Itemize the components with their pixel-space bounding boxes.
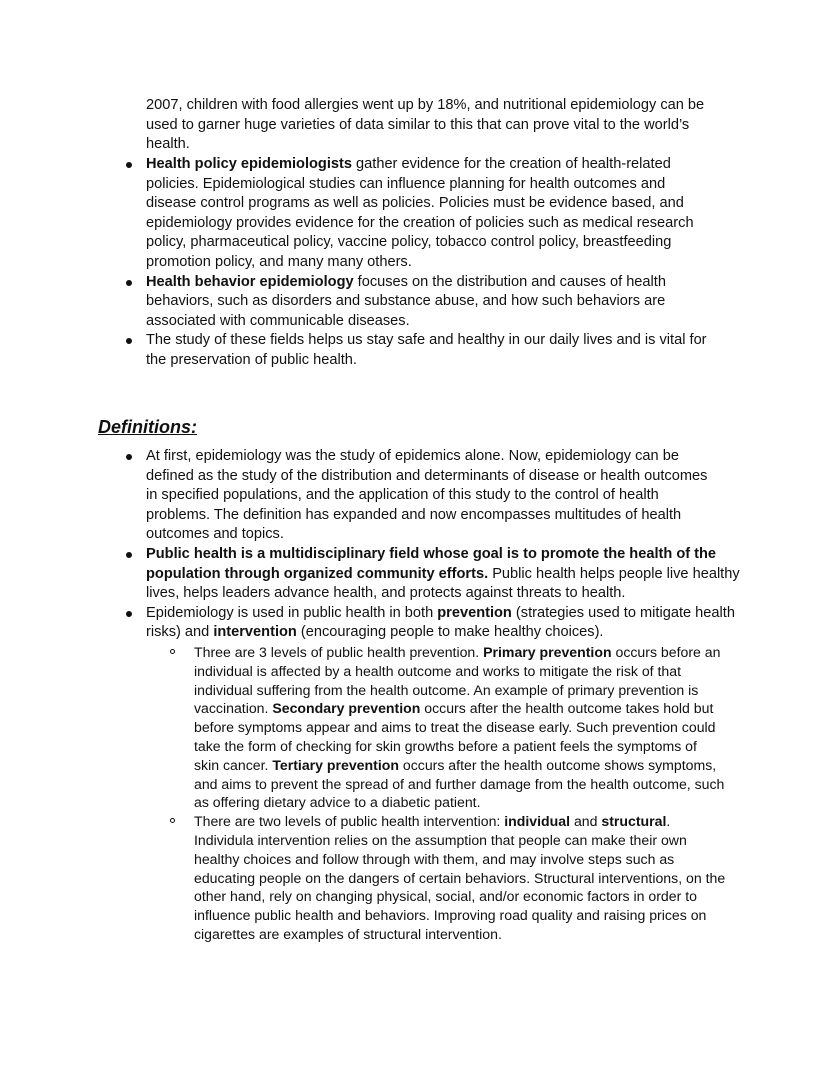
text-line: the preservation of public health.: [146, 351, 357, 368]
text-span: and: [570, 813, 602, 830]
bold-text: Public health is a multidisciplinary field whose goal is to promote the health of the: [146, 545, 717, 562]
text-line: disease control programs as well as policies. Policies must be evidence based, and: [146, 195, 684, 212]
text-span: occurs after the health outcome takes hold but: [420, 700, 714, 717]
text-line: in specified populations, and the application of this study to the control of health: [146, 487, 659, 504]
bold-term: Primary prevention: [483, 643, 612, 660]
text-span: occurs after the health outcome shows symptoms,: [398, 756, 717, 773]
text-span: gather evidence for the creation of health-related: [351, 156, 671, 172]
text-line: policy, pharmaceutical policy, vaccine policy, tobacco control policy, breastfeeding: [146, 234, 672, 251]
text-span: Epidemiology is used in public health in both: [146, 604, 438, 621]
text-line: 2007, children with food allergies went up by 18%, and nutritional epidemiology can be: [146, 97, 705, 113]
list-item-public-health: [116, 545, 816, 604]
text-line: and aims to prevent the spread of and further damage from the health outcome, such: [194, 775, 725, 792]
text-line: other hand, rely on changing physical, social, and/or economic factors in order to: [194, 888, 697, 905]
text-line: take the form of checking for skin growths before a patient feels the symptoms of: [194, 737, 697, 754]
list-item-prevention-intervention: [116, 604, 816, 944]
list-item-intervention-levels: [146, 812, 816, 944]
text-line: problems. The definition has expanded and now encompasses multitudes of health: [146, 506, 682, 523]
text-span: Public health helps people live healthy: [488, 565, 740, 582]
text-span: Three are 3 levels of public health prevention.: [194, 643, 484, 660]
text-line: epidemiology provides evidence for the creation of policies such as medical research: [146, 214, 694, 231]
text-line: outcomes and topics.: [146, 526, 284, 543]
text-span: There are two levels of public health intervention:: [194, 813, 505, 830]
fields-bullet-list: [116, 155, 816, 371]
text-line: individual is affected by a health outcome and works to mitigate the risk of that: [194, 662, 682, 679]
nested-bullet-list: [146, 643, 816, 944]
text-line: policies. Epidemiological studies can influence planning for health outcomes and: [146, 175, 666, 192]
text-line: behaviors, such as disorders and substance abuse, and how such behaviors are: [146, 293, 666, 310]
text-line: individual suffering from the health outcome. An example of primary prevention is: [194, 681, 699, 698]
text-span: .: [666, 813, 671, 830]
bold-term: intervention: [213, 624, 297, 641]
text-line: educating people on the dangers of certain behaviors. Structural interventions, on the: [194, 869, 726, 886]
text-span: occurs before an: [611, 643, 721, 660]
text-span: focuses on the distribution and causes of health: [353, 273, 666, 290]
text-span: (strategies used to mitigate health: [511, 604, 735, 621]
list-item-health-policy: [116, 155, 816, 273]
text-line: defined as the study of the distribution and determinants of disease or health outcomes: [146, 467, 708, 484]
bold-term: structural: [601, 813, 667, 830]
intro-continuation: [146, 96, 704, 155]
text-line: At first, epidemiology was the study of epidemics alone. Now, epidemiology can be: [146, 448, 679, 464]
text-span: risks) and: [146, 624, 214, 641]
text-line: as offering dietary advice to a diabetic patient.: [194, 794, 481, 811]
bold-text: population through organized community efforts.: [146, 565, 489, 582]
bold-term: Secondary prevention: [272, 700, 421, 717]
text-span: (encouraging people to make healthy choices).: [296, 624, 604, 641]
text-line: used to garner huge varieties of data similar to this that can prove vital to the world’s: [146, 116, 690, 133]
bold-term: individual: [504, 813, 571, 830]
list-item-prevention-levels: [146, 643, 816, 812]
bold-term: Tertiary prevention: [272, 756, 399, 773]
text-span: vaccination.: [194, 700, 273, 717]
text-line: promotion policy, and many many others.: [146, 253, 412, 270]
list-item-health-behavior: [116, 273, 816, 332]
bold-term: Health policy epidemiologists: [146, 156, 352, 172]
list-item-epidemiology-definition: [116, 447, 816, 545]
text-line: health.: [146, 136, 190, 153]
text-line: healthy choices and follow through with them, and may involve steps such as: [194, 850, 675, 867]
text-span: skin cancer.: [194, 756, 273, 773]
section-heading: Definitions:: [98, 417, 197, 437]
bold-term: prevention: [437, 604, 512, 621]
text-line: The study of these fields helps us stay safe and healthy in our daily lives and is vital for: [146, 332, 707, 349]
text-line: influence public health and behaviors. Improving road quality and raising prices on: [194, 907, 707, 924]
definitions-bullet-list: [116, 447, 816, 944]
text-line: associated with communicable diseases.: [146, 312, 410, 329]
list-item-study-fields: [116, 331, 816, 370]
text-line: Individula intervention relies on the assumption that people can make their own: [194, 831, 687, 848]
text-line: lives, helps leaders advance health, and protects against threats to health.: [146, 585, 626, 602]
text-line: cigarettes are examples of structural intervention.: [194, 925, 502, 942]
bold-term: Health behavior epidemiology: [146, 273, 354, 290]
text-line: before symptoms appear and aims to treat the disease early. Such prevention could: [194, 719, 716, 736]
